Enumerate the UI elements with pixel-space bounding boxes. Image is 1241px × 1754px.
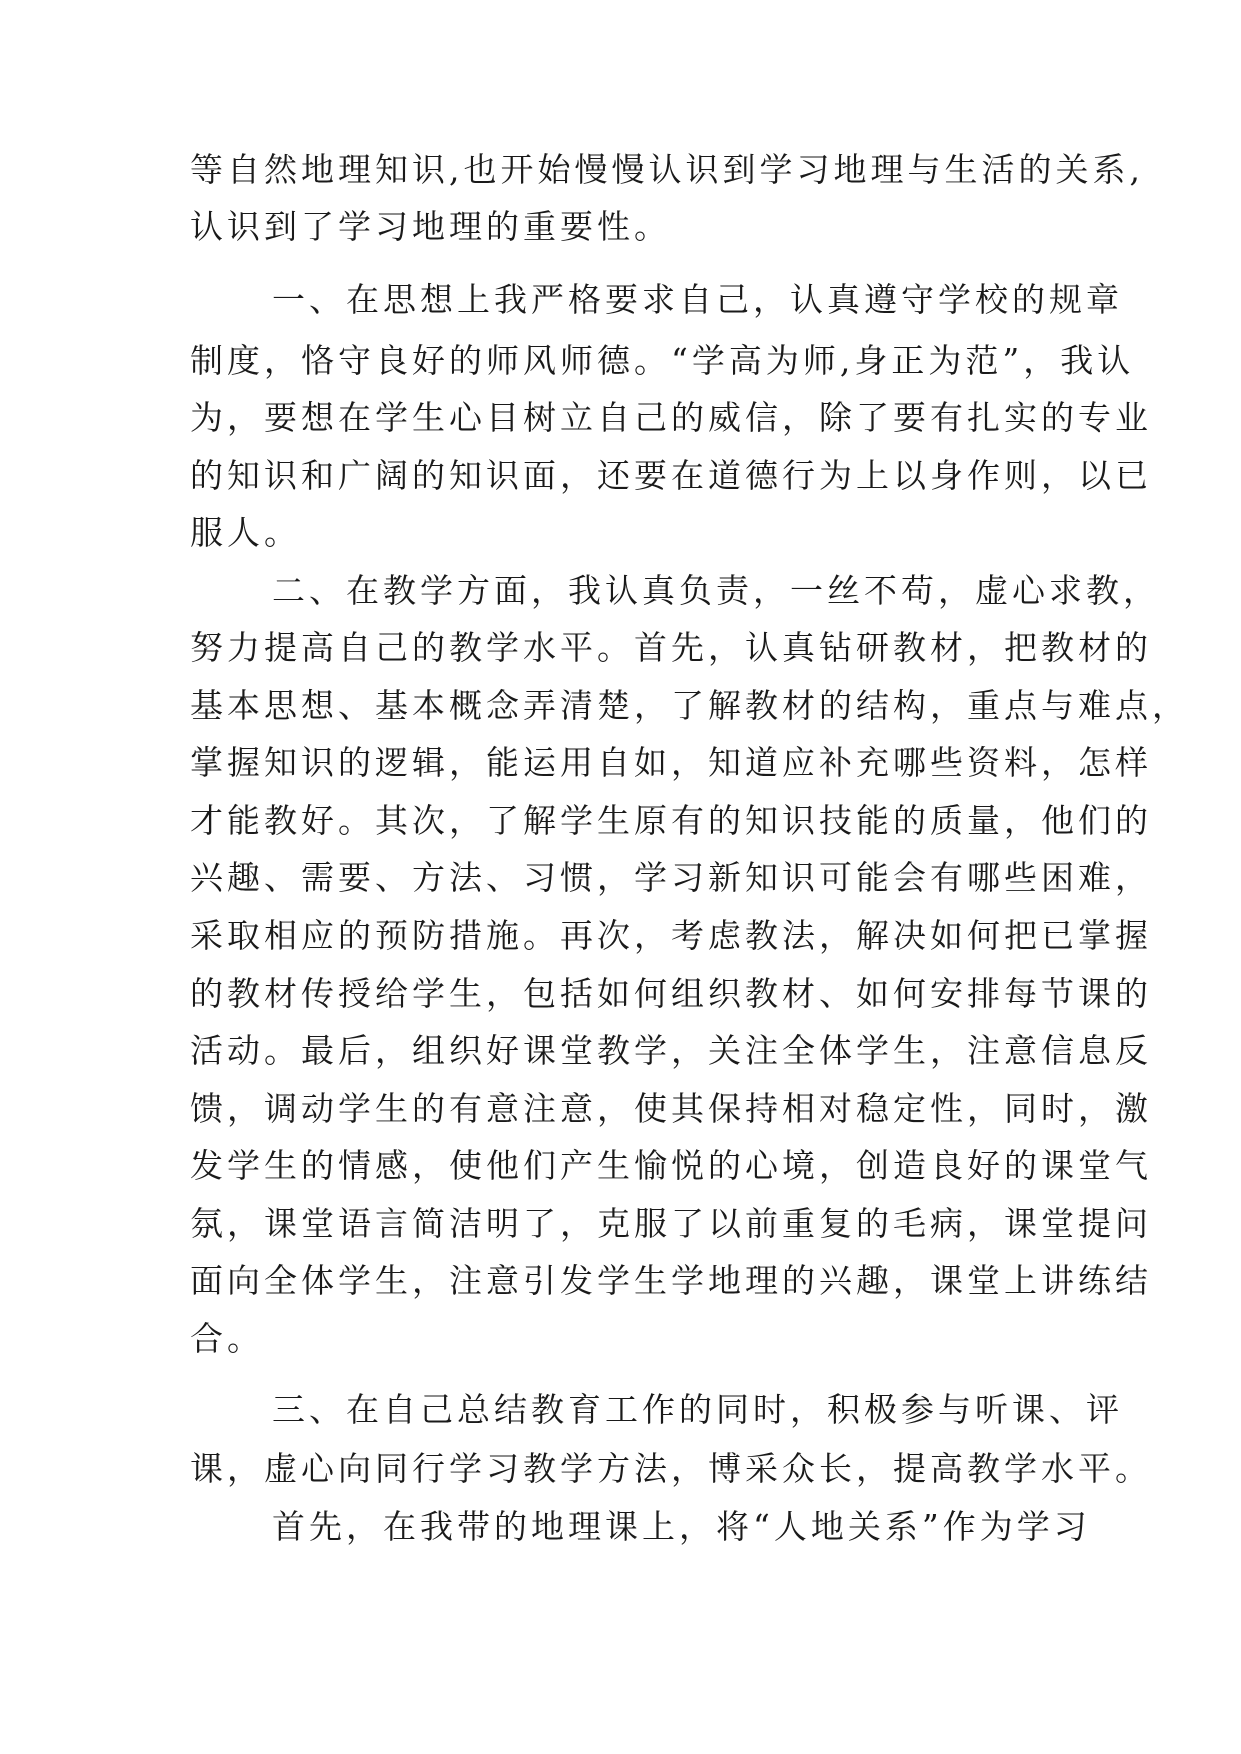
text-line: 采取相应的预防措施。再次，考虑教法，解决如何把已掌握: [190, 916, 1152, 955]
text-line: 努力提高自己的教学水平。首先，认真钻研教材，把教材的: [190, 628, 1152, 667]
text-line: 兴趣、需要、方法、习惯，学习新知识可能会有哪些困难，: [190, 858, 1152, 897]
paragraph-1-start: 一、在思想上我严格要求自己，认真遵守学校的规章: [272, 280, 1123, 319]
text-line: 的知识和广阔的知识面，还要在道德行为上以身作则，以已: [190, 456, 1152, 495]
text-line: 为，要想在学生心目树立自己的威信，除了要有扎实的专业: [190, 398, 1152, 437]
text-line: 课，虚心向同行学习教学方法，博采众长，提高教学水平。: [190, 1449, 1152, 1488]
text-line: 认识到了学习地理的重要性。: [190, 207, 671, 246]
text-line: 等自然地理知识,也开始慢慢认识到学习地理与生活的关系,: [190, 150, 1144, 189]
paragraph-3-start: 三、在自己总结教育工作的同时，积极参与听课、评: [272, 1390, 1123, 1429]
text-line: 服人。: [190, 513, 301, 552]
text-line: 的教材传授给学生，包括如何组织教材、如何安排每节课的: [190, 974, 1152, 1013]
text-line: 馈，调动学生的有意注意，使其保持相对稳定性，同时，激: [190, 1089, 1152, 1128]
text-line: 面向全体学生，注意引发学生学地理的兴趣，课堂上讲练结: [190, 1261, 1152, 1300]
text-line: 发学生的情感，使他们产生愉悦的心境，创造良好的课堂气: [190, 1146, 1152, 1185]
text-line: 才能教好。其次，了解学生原有的知识技能的质量，他们的: [190, 801, 1152, 840]
text-line: 合。: [190, 1319, 264, 1358]
text-line: 氛，课堂语言简洁明了，克服了以前重复的毛病，课堂提问: [190, 1204, 1152, 1243]
text-line: 活动。最后，组织好课堂教学，关注全体学生，注意信息反: [190, 1031, 1152, 1070]
paragraph-4-start: 首先，在我带的地理课上，将“人地关系”作为学习: [272, 1507, 1091, 1546]
text-line: 掌握知识的逻辑，能运用自如，知道应补充哪些资料，怎样: [190, 743, 1152, 782]
paragraph-2-start: 二、在教学方面，我认真负责，一丝不苟，虚心求教，: [272, 571, 1160, 610]
text-line: 基本思想、基本概念弄清楚，了解教材的结构，重点与难点，: [190, 686, 1189, 725]
text-line: 制度，恪守良好的师风师德。“学高为师,身正为范”，我认: [190, 341, 1135, 380]
